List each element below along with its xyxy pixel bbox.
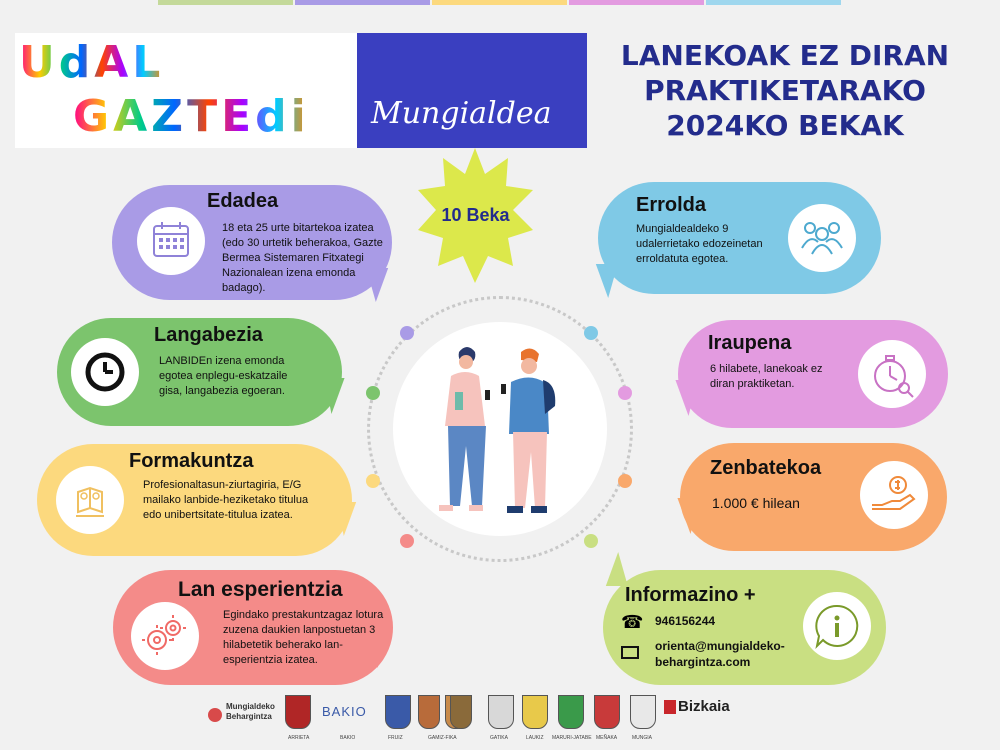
money-hand-icon: [860, 461, 928, 529]
udal-gaztedi-logo: [15, 33, 357, 148]
logo-line-1: UdAL: [19, 37, 165, 88]
laukiz-crest: [522, 695, 548, 729]
behargintza-mark: [208, 708, 222, 722]
people-illustration: [393, 322, 607, 536]
town-label-laukiz: LAUKIZ: [526, 735, 544, 741]
ring-dot-blue: [584, 326, 598, 340]
ring-dot-purple: [400, 326, 414, 340]
zenbatekoa-text: 1.000 € hilean: [712, 495, 800, 511]
bizkaia-mark: [664, 700, 676, 714]
langabezia-title: Langabezia: [154, 324, 263, 346]
iraupena-text: 6 hilabete, lanekoak ez diran praktiketan.: [710, 363, 823, 390]
maruri-jatabe-crest: [558, 695, 584, 729]
iraupena-card: [678, 320, 948, 428]
lan-esperientzia-title: Lan esperientzia: [178, 578, 343, 601]
mungia-crest: [630, 695, 656, 729]
town-label-gatika: GATIKA: [490, 735, 508, 741]
town-label-menaka: MEÑAKA: [596, 735, 618, 741]
color-strip-4: [569, 0, 704, 5]
stopwatch-icon: [858, 340, 926, 408]
mungialdea-banner: [357, 33, 587, 148]
arrieta-crest: [285, 695, 311, 729]
formakuntza-card: [37, 444, 352, 556]
behargintza-line-2: Behargintza: [226, 712, 272, 721]
informazino-title: Informazino +: [625, 584, 756, 606]
errolda-title: Errolda: [636, 194, 707, 216]
ring-dot-red: [400, 534, 414, 548]
title-line-1: LANEKOAK EZ DIRAN: [620, 39, 950, 72]
edadea-title: Edadea: [207, 190, 279, 212]
town-label-bakio: BAKIO: [340, 735, 356, 741]
ring-dot-yellow: [366, 474, 380, 488]
phone-icon: ☎: [621, 612, 644, 632]
color-strip-5: [706, 0, 841, 5]
town-label-mungia: MUNGIA: [632, 735, 652, 741]
lan-esperientzia-text: Egindako prestakuntzagaz lotura zuzena daukien lanpostuetan 3 hilabetetik beherako lan-esperientzia izatea.: [223, 609, 384, 666]
ring-dot-pink: [618, 386, 632, 400]
lan-esperientzia-card: [113, 570, 393, 685]
formakuntza-title: Formakuntza: [129, 450, 254, 472]
zenbatekoa-card: [680, 443, 947, 551]
town-label-gamiz-fika: GAMIZ-FIKA: [428, 735, 457, 741]
informazino-email[interactable]: orienta@mungialdeko-behargintza.com: [655, 639, 785, 669]
color-strip-3: [432, 0, 567, 5]
people-icon: [788, 204, 856, 272]
gatika-crest: [488, 695, 514, 729]
gamiz-fika-crest-3: [450, 695, 472, 729]
informazino-card: [603, 570, 886, 685]
calendar-icon: [137, 207, 205, 275]
zenbatekoa-title: Zenbatekoa: [710, 457, 822, 479]
langabezia-text: LANBIDEn izena emonda egotea enplegu-eskatzaile gisa, langabezia egoeran.: [159, 355, 288, 397]
errolda-text: Mungialdealdeko 9 udalerrietako edozeinetan erroldatuta egotea.: [636, 223, 763, 265]
langabezia-card: [57, 318, 342, 426]
color-strip-1: [158, 0, 293, 5]
star-label: 10 Beka: [441, 205, 510, 225]
town-label-arrieta: ARRIETA: [288, 735, 310, 741]
page-title: [590, 38, 980, 143]
iraupena-title: Iraupena: [708, 332, 792, 354]
bakio-logo: BAKIO: [322, 704, 367, 719]
bizkaia-label: Bizkaia: [678, 698, 730, 715]
edadea-text: 18 eta 25 urte bitartekoa izatea (edo 30 urtetik beherakoa, Gazte Bermea Sistemaren Fitxategi Nazionalean izena emonda badago).: [222, 222, 383, 294]
color-strip-2: [295, 0, 430, 5]
clock-icon: [71, 338, 139, 406]
brain-book-icon: [56, 466, 124, 534]
ring-dot-orange: [618, 474, 632, 488]
info-icon: [803, 592, 871, 660]
formakuntza-text: Profesionaltasun-ziurtagiria, E/G mailako lanbide-heziketako titulua edo unibertsitate-titulua izatea.: [143, 479, 309, 521]
gears-icon: [131, 602, 199, 670]
center-circle: [393, 322, 607, 536]
fruiz-crest: [385, 695, 411, 729]
mail-icon: [621, 646, 639, 659]
ring-dot-lime: [584, 534, 598, 548]
informazino-phone[interactable]: 946156244: [655, 614, 716, 628]
logo-line-2: GAZTEdi: [73, 91, 310, 142]
gamiz-fika-crest-1: [418, 695, 440, 729]
behargintza-logo: [208, 698, 278, 734]
edadea-card: [112, 185, 392, 300]
menaka-crest: [594, 695, 620, 729]
errolda-card: [598, 182, 881, 294]
ring-dot-green: [366, 386, 380, 400]
town-label-maruri-jatabe: MARURI-JATABE: [552, 735, 592, 741]
town-label-fruiz: FRUIZ: [388, 735, 403, 741]
behargintza-line-1: Mungialdeko: [226, 702, 275, 711]
mungialdea-label: Mungialdea: [371, 96, 552, 131]
title-line-2: PRAKTIKETARAKO: [644, 74, 926, 107]
title-line-3: 2024KO BEKAK: [666, 109, 904, 142]
